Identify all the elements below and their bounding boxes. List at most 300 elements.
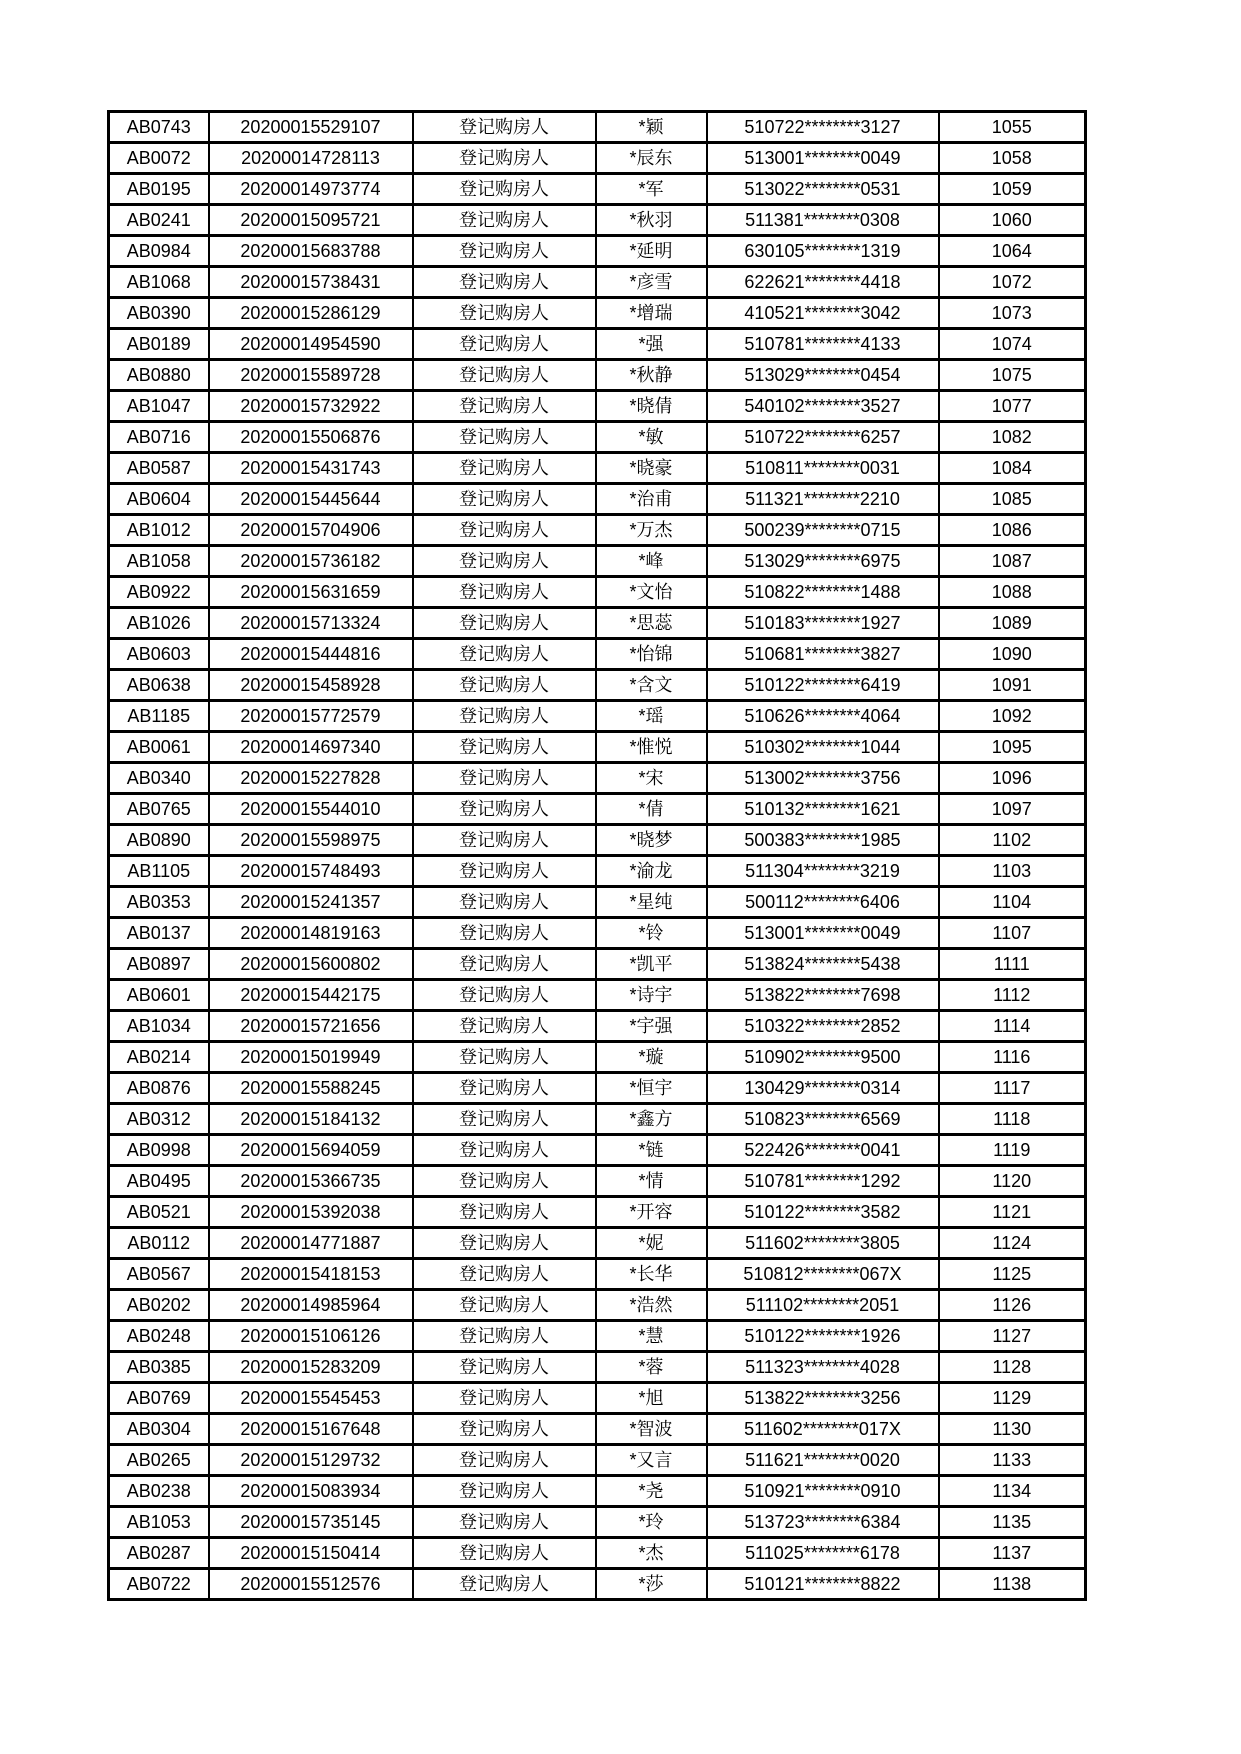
masked-id-cell: 510626********4064 [707,701,939,732]
serial-number-cell: 20200015083934 [209,1476,413,1507]
role-cell: 登记购房人 [413,701,596,732]
masked-name-cell: *又言 [596,1445,707,1476]
sequence-number-cell: 1114 [939,1011,1086,1042]
masked-id-cell: 510322********2852 [707,1011,939,1042]
masked-id-cell: 513029********0454 [707,360,939,391]
serial-number-cell: 20200015772579 [209,701,413,732]
masked-name-cell: *辰东 [596,143,707,174]
table-row [109,980,1086,1011]
masked-id-cell: 511304********3219 [707,856,939,887]
table-row [109,887,1086,918]
sequence-number-cell: 1075 [939,360,1086,391]
applicant-code-cell: AB0340 [109,763,209,794]
masked-name-cell: *文怡 [596,577,707,608]
masked-id-cell: 511025********6178 [707,1538,939,1569]
serial-number-cell: 20200015106126 [209,1321,413,1352]
table-row [109,1042,1086,1073]
table-row [109,1321,1086,1352]
masked-name-cell: *颖 [596,112,707,143]
masked-id-cell: 510902********9500 [707,1042,939,1073]
sequence-number-cell: 1127 [939,1321,1086,1352]
role-cell: 登记购房人 [413,918,596,949]
role-cell: 登记购房人 [413,1476,596,1507]
masked-id-cell: 511602********3805 [707,1228,939,1259]
serial-number-cell: 20200015713324 [209,608,413,639]
masked-name-cell: *智波 [596,1414,707,1445]
masked-name-cell: *怡锦 [596,639,707,670]
applicant-code-cell: AB0876 [109,1073,209,1104]
table-row [109,1228,1086,1259]
masked-name-cell: *晓倩 [596,391,707,422]
masked-name-cell: *晓豪 [596,453,707,484]
role-cell: 登记购房人 [413,391,596,422]
masked-id-cell: 510681********3827 [707,639,939,670]
table-row [109,515,1086,546]
role-cell: 登记购房人 [413,577,596,608]
role-cell: 登记购房人 [413,1352,596,1383]
sequence-number-cell: 1077 [939,391,1086,422]
sequence-number-cell: 1120 [939,1166,1086,1197]
applicant-code-cell: AB1053 [109,1507,209,1538]
serial-number-cell: 20200015598975 [209,825,413,856]
masked-id-cell: 513022********0531 [707,174,939,205]
masked-id-cell: 513824********5438 [707,949,939,980]
role-cell: 登记购房人 [413,112,596,143]
masked-name-cell: *惟悦 [596,732,707,763]
masked-name-cell: *杰 [596,1538,707,1569]
masked-name-cell: *星纯 [596,887,707,918]
table-row [109,1507,1086,1538]
sequence-number-cell: 1117 [939,1073,1086,1104]
masked-id-cell: 622621********4418 [707,267,939,298]
masked-id-cell: 510122********3582 [707,1197,939,1228]
role-cell: 登记购房人 [413,546,596,577]
applicant-code-cell: AB0304 [109,1414,209,1445]
sequence-number-cell: 1097 [939,794,1086,825]
applicant-code-cell: AB0890 [109,825,209,856]
role-cell: 登记购房人 [413,453,596,484]
role-cell: 登记购房人 [413,608,596,639]
sequence-number-cell: 1135 [939,1507,1086,1538]
serial-number-cell: 20200015683788 [209,236,413,267]
role-cell: 登记购房人 [413,732,596,763]
masked-id-cell: 513822********7698 [707,980,939,1011]
serial-number-cell: 20200015283209 [209,1352,413,1383]
masked-name-cell: *宇强 [596,1011,707,1042]
sequence-number-cell: 1092 [939,701,1086,732]
applicant-code-cell: AB0287 [109,1538,209,1569]
masked-name-cell: *延明 [596,236,707,267]
masked-id-cell: 510811********0031 [707,453,939,484]
sequence-number-cell: 1090 [939,639,1086,670]
applicant-code-cell: AB0072 [109,143,209,174]
role-cell: 登记购房人 [413,1011,596,1042]
masked-id-cell: 511381********0308 [707,205,939,236]
table-row [109,701,1086,732]
table-row [109,794,1086,825]
sequence-number-cell: 1126 [939,1290,1086,1321]
serial-number-cell: 20200015631659 [209,577,413,608]
masked-name-cell: *长华 [596,1259,707,1290]
serial-number-cell: 20200014728113 [209,143,413,174]
table-row [109,732,1086,763]
applicant-code-cell: AB0765 [109,794,209,825]
table-row [109,918,1086,949]
role-cell: 登记购房人 [413,639,596,670]
sequence-number-cell: 1096 [939,763,1086,794]
sequence-number-cell: 1072 [939,267,1086,298]
table-row [109,670,1086,701]
table-row [109,298,1086,329]
applicant-code-cell: AB0567 [109,1259,209,1290]
applicant-code-cell: AB1185 [109,701,209,732]
serial-number-cell: 20200014771887 [209,1228,413,1259]
role-cell: 登记购房人 [413,825,596,856]
sequence-number-cell: 1119 [939,1135,1086,1166]
applicant-code-cell: AB1105 [109,856,209,887]
applicant-code-cell: AB1012 [109,515,209,546]
serial-number-cell: 20200015732922 [209,391,413,422]
table-row [109,1383,1086,1414]
sequence-number-cell: 1107 [939,918,1086,949]
applicant-code-cell: AB0604 [109,484,209,515]
masked-id-cell: 630105********1319 [707,236,939,267]
applicant-code-cell: AB0722 [109,1569,209,1600]
applicant-code-cell: AB0265 [109,1445,209,1476]
masked-name-cell: *诗宇 [596,980,707,1011]
masked-name-cell: *玲 [596,1507,707,1538]
serial-number-cell: 20200014819163 [209,918,413,949]
serial-number-cell: 20200014697340 [209,732,413,763]
role-cell: 登记购房人 [413,329,596,360]
homebuyer-records-table [107,110,1087,1601]
applicant-code-cell: AB0638 [109,670,209,701]
role-cell: 登记购房人 [413,1259,596,1290]
applicant-code-cell: AB1034 [109,1011,209,1042]
sequence-number-cell: 1124 [939,1228,1086,1259]
applicant-code-cell: AB0390 [109,298,209,329]
masked-id-cell: 510722********6257 [707,422,939,453]
role-cell: 登记购房人 [413,422,596,453]
role-cell: 登记购房人 [413,1166,596,1197]
masked-id-cell: 513002********3756 [707,763,939,794]
masked-name-cell: *彦雪 [596,267,707,298]
applicant-code-cell: AB0202 [109,1290,209,1321]
masked-name-cell: *旭 [596,1383,707,1414]
applicant-code-cell: AB0984 [109,236,209,267]
serial-number-cell: 20200015748493 [209,856,413,887]
serial-number-cell: 20200015444816 [209,639,413,670]
masked-name-cell: *凯平 [596,949,707,980]
masked-name-cell: *强 [596,329,707,360]
masked-id-cell: 510781********4133 [707,329,939,360]
masked-id-cell: 510812********067X [707,1259,939,1290]
table-row [109,236,1086,267]
applicant-code-cell: AB0716 [109,422,209,453]
sequence-number-cell: 1128 [939,1352,1086,1383]
table-row [109,1166,1086,1197]
table-row [109,1011,1086,1042]
masked-name-cell: *增瑞 [596,298,707,329]
sequence-number-cell: 1087 [939,546,1086,577]
table-row [109,360,1086,391]
serial-number-cell: 20200015445644 [209,484,413,515]
masked-name-cell: *秋羽 [596,205,707,236]
sequence-number-cell: 1082 [939,422,1086,453]
masked-id-cell: 510302********1044 [707,732,939,763]
applicant-code-cell: AB0214 [109,1042,209,1073]
role-cell: 登记购房人 [413,1073,596,1104]
table-row [109,856,1086,887]
role-cell: 登记购房人 [413,1445,596,1476]
sequence-number-cell: 1129 [939,1383,1086,1414]
masked-name-cell: *秋静 [596,360,707,391]
serial-number-cell: 20200015735145 [209,1507,413,1538]
masked-name-cell: *峰 [596,546,707,577]
role-cell: 登记购房人 [413,1042,596,1073]
masked-name-cell: *军 [596,174,707,205]
table-row [109,1414,1086,1445]
role-cell: 登记购房人 [413,1321,596,1352]
applicant-code-cell: AB0061 [109,732,209,763]
masked-id-cell: 511602********017X [707,1414,939,1445]
masked-id-cell: 513723********6384 [707,1507,939,1538]
serial-number-cell: 20200015545453 [209,1383,413,1414]
sequence-number-cell: 1137 [939,1538,1086,1569]
role-cell: 登记购房人 [413,236,596,267]
applicant-code-cell: AB0353 [109,887,209,918]
sequence-number-cell: 1138 [939,1569,1086,1600]
sequence-number-cell: 1118 [939,1104,1086,1135]
table-row [109,1197,1086,1228]
sequence-number-cell: 1125 [939,1259,1086,1290]
applicant-code-cell: AB0880 [109,360,209,391]
serial-number-cell: 20200015600802 [209,949,413,980]
role-cell: 登记购房人 [413,1104,596,1135]
table-row [109,1445,1086,1476]
applicant-code-cell: AB1058 [109,546,209,577]
role-cell: 登记购房人 [413,794,596,825]
masked-id-cell: 510921********0910 [707,1476,939,1507]
role-cell: 登记购房人 [413,1507,596,1538]
role-cell: 登记购房人 [413,1414,596,1445]
table-row [109,1135,1086,1166]
applicant-code-cell: AB0495 [109,1166,209,1197]
masked-name-cell: *治甫 [596,484,707,515]
role-cell: 登记购房人 [413,1228,596,1259]
role-cell: 登记购房人 [413,856,596,887]
applicant-code-cell: AB0195 [109,174,209,205]
table-row [109,267,1086,298]
sequence-number-cell: 1055 [939,112,1086,143]
masked-name-cell: *倩 [596,794,707,825]
serial-number-cell: 20200015544010 [209,794,413,825]
applicant-code-cell: AB0248 [109,1321,209,1352]
masked-id-cell: 510781********1292 [707,1166,939,1197]
applicant-code-cell: AB0601 [109,980,209,1011]
table-row [109,1259,1086,1290]
serial-number-cell: 20200015512576 [209,1569,413,1600]
role-cell: 登记购房人 [413,1135,596,1166]
sequence-number-cell: 1133 [939,1445,1086,1476]
masked-id-cell: 540102********3527 [707,391,939,422]
serial-number-cell: 20200015392038 [209,1197,413,1228]
masked-name-cell: *开容 [596,1197,707,1228]
serial-number-cell: 20200015721656 [209,1011,413,1042]
sequence-number-cell: 1121 [939,1197,1086,1228]
masked-name-cell: *宋 [596,763,707,794]
table-row [109,608,1086,639]
applicant-code-cell: AB0998 [109,1135,209,1166]
masked-id-cell: 510122********6419 [707,670,939,701]
applicant-code-cell: AB0241 [109,205,209,236]
role-cell: 登记购房人 [413,670,596,701]
serial-number-cell: 20200015736182 [209,546,413,577]
table-row [109,1073,1086,1104]
masked-id-cell: 510722********3127 [707,112,939,143]
applicant-code-cell: AB0521 [109,1197,209,1228]
sequence-number-cell: 1058 [939,143,1086,174]
table-row [109,1290,1086,1321]
role-cell: 登记购房人 [413,887,596,918]
serial-number-cell: 20200015506876 [209,422,413,453]
applicant-code-cell: AB0112 [109,1228,209,1259]
masked-id-cell: 510122********1926 [707,1321,939,1352]
role-cell: 登记购房人 [413,1197,596,1228]
sequence-number-cell: 1085 [939,484,1086,515]
masked-name-cell: *妮 [596,1228,707,1259]
applicant-code-cell: AB0312 [109,1104,209,1135]
table-row [109,1569,1086,1600]
serial-number-cell: 20200015366735 [209,1166,413,1197]
masked-id-cell: 500239********0715 [707,515,939,546]
serial-number-cell: 20200015286129 [209,298,413,329]
masked-id-cell: 410521********3042 [707,298,939,329]
masked-name-cell: *铃 [596,918,707,949]
masked-id-cell: 510822********1488 [707,577,939,608]
masked-name-cell: *尧 [596,1476,707,1507]
table-row [109,174,1086,205]
table-row [109,577,1086,608]
sequence-number-cell: 1086 [939,515,1086,546]
serial-number-cell: 20200014954590 [209,329,413,360]
sequence-number-cell: 1095 [939,732,1086,763]
masked-id-cell: 511621********0020 [707,1445,939,1476]
masked-name-cell: *思蕊 [596,608,707,639]
masked-id-cell: 513029********6975 [707,546,939,577]
masked-name-cell: *瑶 [596,701,707,732]
masked-name-cell: *万杰 [596,515,707,546]
table-row [109,546,1086,577]
role-cell: 登记购房人 [413,174,596,205]
masked-name-cell: *浩然 [596,1290,707,1321]
applicant-code-cell: AB1026 [109,608,209,639]
serial-number-cell: 20200015167648 [209,1414,413,1445]
role-cell: 登记购房人 [413,267,596,298]
masked-name-cell: *蓉 [596,1352,707,1383]
applicant-code-cell: AB0743 [109,112,209,143]
table-row [109,825,1086,856]
serial-number-cell: 20200015431743 [209,453,413,484]
role-cell: 登记购房人 [413,360,596,391]
applicant-code-cell: AB0238 [109,1476,209,1507]
masked-id-cell: 511323********4028 [707,1352,939,1383]
masked-name-cell: *晓梦 [596,825,707,856]
applicant-code-cell: AB0769 [109,1383,209,1414]
sequence-number-cell: 1112 [939,980,1086,1011]
table-row [109,949,1086,980]
masked-name-cell: *恒宇 [596,1073,707,1104]
serial-number-cell: 20200014973774 [209,174,413,205]
table-row [109,639,1086,670]
masked-id-cell: 511102********2051 [707,1290,939,1321]
role-cell: 登记购房人 [413,515,596,546]
sequence-number-cell: 1130 [939,1414,1086,1445]
serial-number-cell: 20200015418153 [209,1259,413,1290]
sequence-number-cell: 1091 [939,670,1086,701]
applicant-code-cell: AB0189 [109,329,209,360]
serial-number-cell: 20200015458928 [209,670,413,701]
table-row [109,391,1086,422]
role-cell: 登记购房人 [413,1290,596,1321]
role-cell: 登记购房人 [413,205,596,236]
sequence-number-cell: 1102 [939,825,1086,856]
role-cell: 登记购房人 [413,980,596,1011]
serial-number-cell: 20200015184132 [209,1104,413,1135]
sequence-number-cell: 1088 [939,577,1086,608]
sequence-number-cell: 1116 [939,1042,1086,1073]
masked-id-cell: 522426********0041 [707,1135,939,1166]
sequence-number-cell: 1134 [939,1476,1086,1507]
masked-name-cell: *慧 [596,1321,707,1352]
role-cell: 登记购房人 [413,484,596,515]
table-row [109,453,1086,484]
role-cell: 登记购房人 [413,1538,596,1569]
role-cell: 登记购房人 [413,298,596,329]
serial-number-cell: 20200015019949 [209,1042,413,1073]
masked-id-cell: 513822********3256 [707,1383,939,1414]
masked-id-cell: 510121********8822 [707,1569,939,1600]
masked-id-cell: 500112********6406 [707,887,939,918]
serial-number-cell: 20200015227828 [209,763,413,794]
serial-number-cell: 20200015129732 [209,1445,413,1476]
serial-number-cell: 20200015241357 [209,887,413,918]
applicant-code-cell: AB0897 [109,949,209,980]
applicant-code-cell: AB1068 [109,267,209,298]
table-row [109,1104,1086,1135]
applicant-code-cell: AB1047 [109,391,209,422]
table-row [109,112,1086,143]
sequence-number-cell: 1103 [939,856,1086,887]
sequence-number-cell: 1073 [939,298,1086,329]
sequence-number-cell: 1074 [939,329,1086,360]
masked-name-cell: *含文 [596,670,707,701]
masked-name-cell: *莎 [596,1569,707,1600]
masked-id-cell: 511321********2210 [707,484,939,515]
masked-name-cell: *渝龙 [596,856,707,887]
serial-number-cell: 20200015529107 [209,112,413,143]
table-row [109,143,1086,174]
role-cell: 登记购房人 [413,1569,596,1600]
sequence-number-cell: 1104 [939,887,1086,918]
applicant-code-cell: AB0587 [109,453,209,484]
role-cell: 登记购房人 [413,143,596,174]
table-row [109,422,1086,453]
table-row [109,1476,1086,1507]
masked-id-cell: 513001********0049 [707,143,939,174]
table-row [109,205,1086,236]
applicant-code-cell: AB0603 [109,639,209,670]
